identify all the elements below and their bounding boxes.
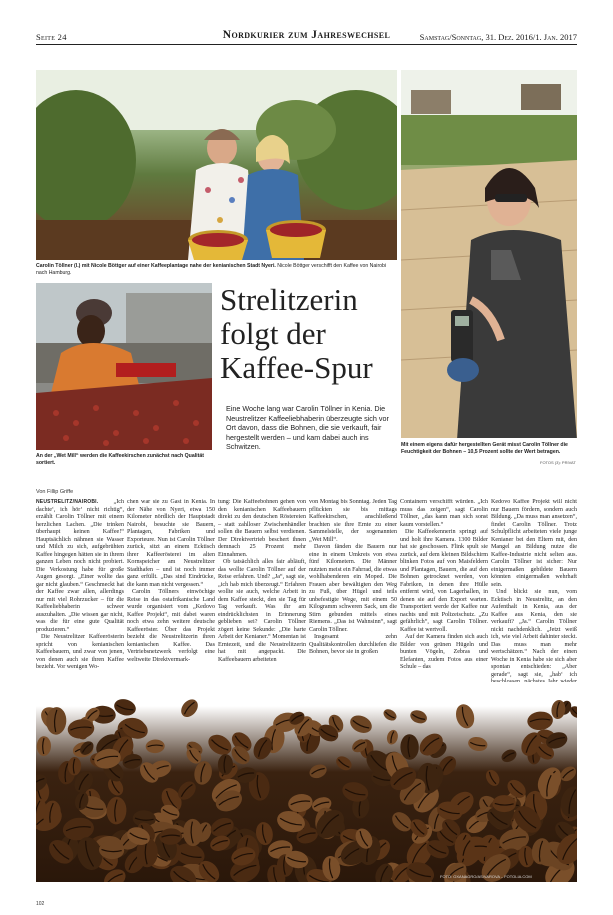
author-byline: Von Fillip Griffe [36,489,74,495]
photo-credit-right: FOTOS (3): PRIVAT [540,460,576,465]
article-teaser: Eine Woche lang war Carolin Töllner in Kenia. Die Neustrelitzer Kaffeeliebhaberin überzeugte sich vor Ort davon, dass die Bohnen, die sie verkauft, fair hergestellt werden – und kam dabei auch ins Schwitzen. [226,404,389,452]
column-5-paragraph-1: Containern verschifft würden. „Ich muss das zeigen“, sagt Carolin Töllner, „das kann man sich sonst kaum vorstellen.“ [400,499,488,528]
body-column-5 [400,499,488,694]
coffee-bean [112,697,138,718]
column-6-paragraph-1: Kedovo Kaffee Projekt will nicht nur Bauern fördern, sondern auch Bildung. „Da muss man ansetzen“, findet Carolin Töllner. Trotz Schulpflicht arbeiteten viele junge Kenianer bei den Eltern mit, den Mangel an Bildung nutze die Kaffee-Industrie nicht selten aus. Carolin Töllner ist sicher: Nur einigermaßen gebildete Bauern könnten einigermaßen wehrhaft sein. [491,499,577,588]
caption-right-bold: Mit einem eigens dafür hergestellten Gerät misst Carolin Töllner die Feuchtigkeit der Bohnen – 10,5 Prozent sollte der Wert betragen. [401,442,568,455]
dateline: NEUSTRELITZ/NAIROBI. [36,499,99,505]
coffee-bean [205,731,235,759]
coffee-bean [334,753,355,773]
coffee-bean [178,696,201,720]
page-label: Seite 24 [36,32,67,42]
coffee-bean [527,711,554,732]
photo-two-women-coffee [36,70,397,260]
column-1-paragraph-2: Die Neustrelitzer Kaffeerösterin spricht von kenianischen Kaffeebauern, und zwar von jenen, von denen auch sie ihren Kaffee bezieht. Vor wenigen Wo- [36,634,124,670]
coffee-bean [400,734,419,760]
page-header [36,28,577,45]
column-5-paragraph-2: Die Kaffeekennerin springt auf und holt ihre Kamera. 1300 Bilder hat sie geschossen. Flink spult sie zurück, auf dem kleinen Bildschirm blinken Fotos auf von Maisfeldern und Plantagen, Bauern, die auf den Bohnen getrocknet werden, von Fabriken, in denen ihre Hülle entfernt wird, von Lagerhallen, in denen sie auf den Export warten. Transportiert werde der Kaffee nur nachts und mit Polizeischutz. „Zu gefährlich“, sagt Carolin Töllner. Kaffee ist wertvoll. [400,529,488,633]
photo-wet-mill-sorting [36,283,212,450]
column-5-paragraph-3: Auf der Kamera finden sich auch Bilder von grünen Hügeln und bunten Vögeln, Zebras und Elefanten, zudem Fotos aus einer Schule – das [400,634,488,670]
coffee-bean [385,729,399,746]
masthead: Nordkurier zum Jahreswechsel [222,29,391,41]
body-column-4 [309,499,397,694]
issue-date: Samstag/Sonntag, 31. Dez. 2016/1. Jan. 2017 [419,32,577,42]
column-2-paragraph-1: chen war sie zu Gast in Kenia. In der Nähe von Nyeri, etwa 150 Kilometer nördlich der Hauptstadt Nairobi, besuchte sie Bauern, Plantagen, Fabriken und Exporteure. Nun ist Carolin Töllner zurück, sitzt an einem Ecktisch ihrer Kaffeerösterei im alten Kornspeicher am Neustrelitzer Stadthafen – und ist noch immer ganz erfüllt. „Das sind Eindrücke, die kann man nicht vergessen.“ [127,499,215,588]
column-4-paragraph-3: Insgesamt zehn Qualitätskontrollen durchliefen die Bohnen, bevor sie in großen [309,634,397,655]
column-4-paragraph-2: Davon fänden die Bauern nur eine in einem Umkreis von etwa fünf Kilometern. Die Männer nutzten meist ein Fahrrad, die etwas wohlhabenderen ein Moped. Die Frauen aber bewältigten den Weg zu Fuß, über Hügel und teils unbefestigte Wege, mit einem 50 Kilogramm schweren Sack, um die Stirn gebunden mittels eines Riemens. „Das ist Wahnsinn“, sagt Carolin Töllner. [309,544,397,633]
coffee-bean [499,747,518,765]
coffee-bean [37,736,52,756]
body-column-3 [218,499,306,694]
photo-credit-beans: FOTO: OXANAGRO/AS/VAROVA – FOTOLIA.COM [440,874,532,879]
coffee-bean [408,708,429,726]
coffee-bean [483,768,502,789]
body-column-1 [36,499,124,694]
body-column-6 [491,499,577,694]
column-6-paragraph-2: Und blickt sie nun, vom Ecktisch in Neustrelitz, an den Aufenthalt in Kenia, aus der Kaffee aus Kenia, den sie verkauft? „Ja.“ Carolin Töllner nickt nachdenklich. „Jetzt weiß ich, wie viel Arbeit dahinter steckt. Das muss man mehr wertschätzen.“ Nach der einen Woche in Kenia habe sie sich aber spontan entschieden: „Aber gerade“, sagt sie, „hab‘ ich [491,589,577,678]
caption-right [401,442,577,455]
body-column-2 [127,499,215,694]
article-headline: Strelitzerin folgt der Kaffee-Spur [220,282,373,385]
coffee-bean [106,796,127,825]
coffee-bean [307,762,328,781]
coffee-bean [347,712,374,736]
coffee-bean [453,702,477,730]
caption-top-left-bold: Carolin Töllner (l.) mit Nicole Böttger auf einer Kaffeeplantage nahe der kenianischen Stadt Nyeri. [36,263,276,269]
caption-top-left [36,263,397,276]
coffee-bean [381,707,398,723]
column-2-paragraph-2: Carolin Töllners einwöchige Reise in das ostafrikanische Land wurde organisiert vom „Kedovo Kaffee Projekt“, mit dabei waren noch etwa zehn weitere deutsche Kaffeeröster. Über das Projekt bezieht die Neustrelitzerin ihren kenianischen Kaffee. Das Vertriebsnetzwerk verfolgt eine weltweite Direktvermark- [127,589,215,663]
column-3-paragraph-1: tung: Die Kaffeebohnen gehen von den kenianischen Kaffeebauern direkt zu den deutschen Röstereien – statt zahlloser Zwischenhändler sollen die Bauern selbst verdienen. Der Direktvertrieb beschert ihnen demnach 25 Prozent mehr Einnahmen. [218,499,306,558]
column-3-paragraph-2: Ob tatsächlich alles fair abläuft, das wollte Carolin Töllner auf der Reise erfahren. Und? „Ja“, sagt sie, „ich hab mich überzeugt.“ Erfahren wollte sie auch, welche Arbeit in dem Kaffee steckt, den sie Tag für Tag verkauft. Was ihr am eindrücklichsten in Erinnerung geblieben sei? Carolin Töllner zögert keine Sekunde: „Die harte Arbeit der Kenianer.“ Momentan ist Erntezeit, und die Neustrelitzerin hat mit angepackt. Die Kaffeebauern arbeiteten [218,559,306,663]
coffee-bean [145,739,165,754]
caption-mid-left [36,453,212,466]
photo-coffee-beans [36,682,577,882]
caption-mid-left-bold: An der „Wet Mill“ werden die Kaffeekirschen zunächst nach Qualität sortiert. [36,453,204,466]
coffee-bean [467,735,489,753]
photo-moisture-meter [401,70,577,438]
column-1-paragraph-1: „Ich dachte‘, ich hör‘ nicht richtig“, erzählt Carolin Töllner mit einem herzlichen Lachen. „Die trinken überhaupt keinen Kaffee!“ Hauptsächlich nähmen sie Wasser und Milch zu sich, aufgebrühten Kaffee hingegen hätten sie in ihrem ganzen Leben noch nicht probiert. Die Verkostung habe für große Augen gesorgt. „Einer wollte das gar nicht glauben.“ Geschmeckt hat der Kaffee zwar allen, allerdings nur mit viel Rohrzucker – für die Kaffeeliebhaberin schwer auszuhalten. „Die wissen gar nicht, was die für eine gute Qualität produzieren.“ [36,499,124,633]
column-4-paragraph-1: von Montag bis Sonntag. Jeden Tag pflückten sie bis mittags Kaffeekirschen, anschließend brachten sie ihre Ernte zu einer Sammelstelle, der sogenannten „Wet Mill“. [309,499,397,543]
coffee-bean [287,792,314,814]
caption-top-left-text: Nicole Böttger verschifft den Kaffee von Nairobi nach Hamburg. [36,263,387,276]
page-number: 102 [36,901,45,907]
